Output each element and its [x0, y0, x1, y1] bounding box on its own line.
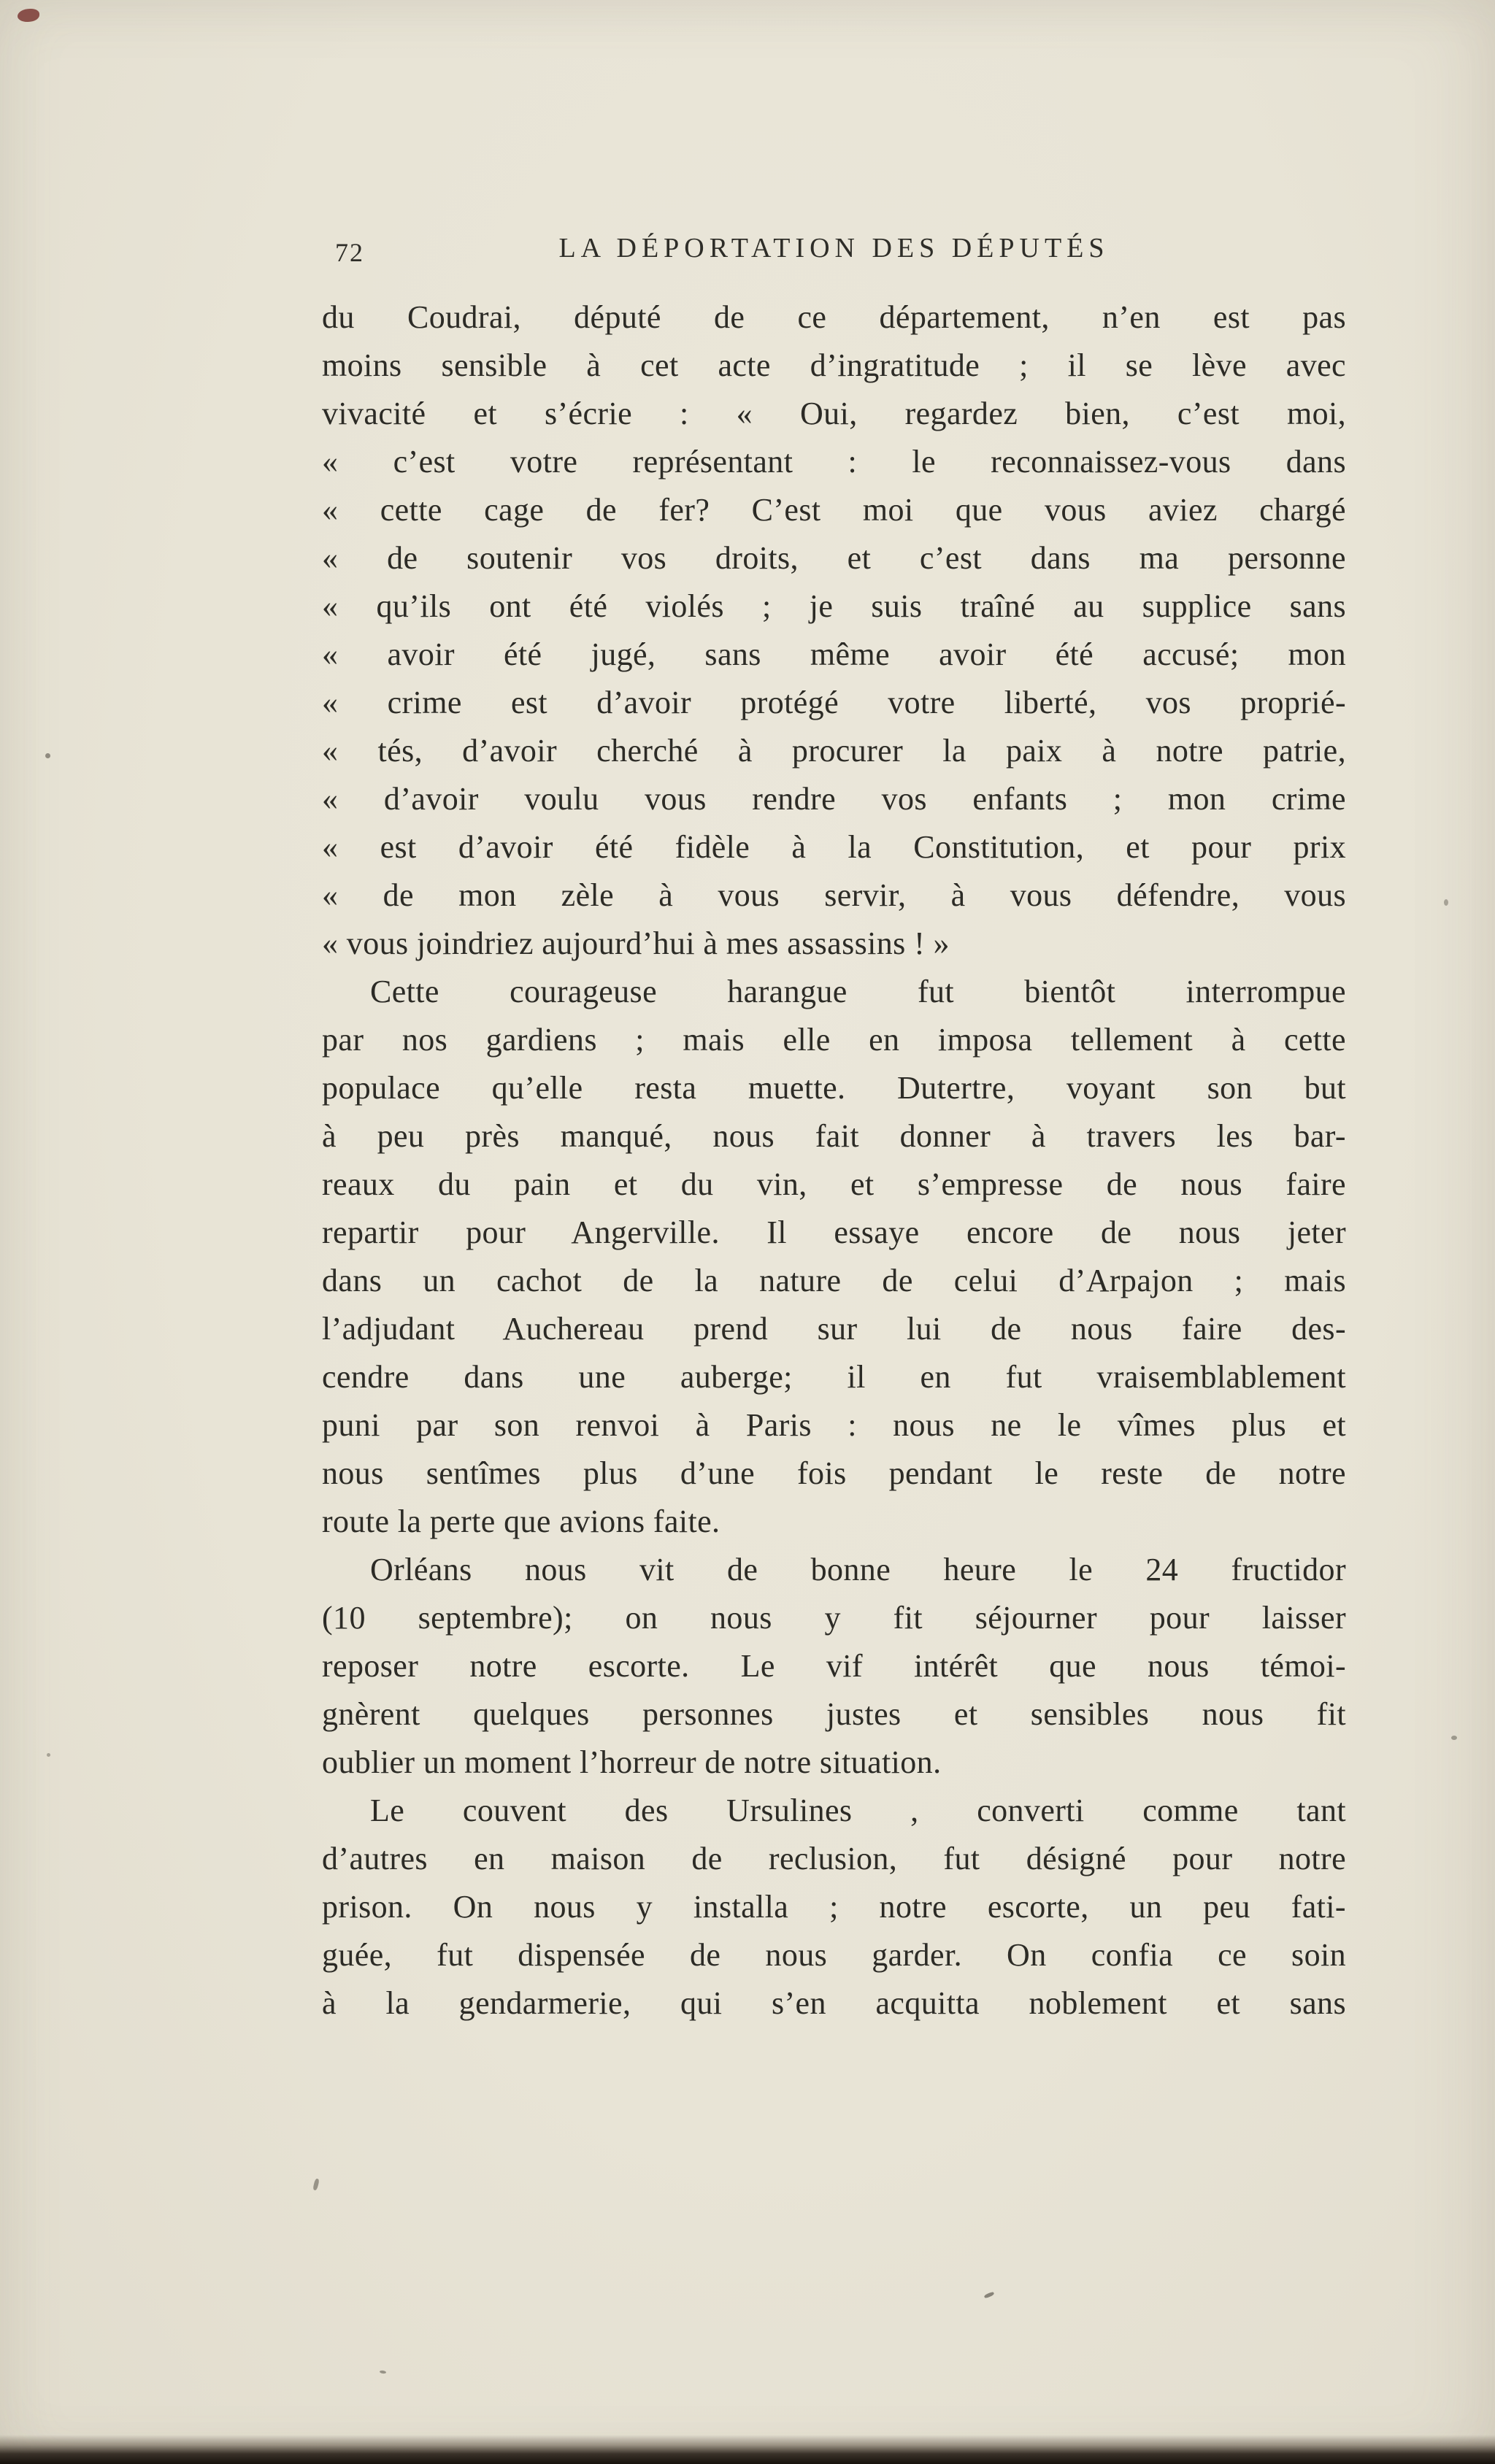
text-line: « qu’ils ont été violés ; je suis traîné au supplice sans [322, 588, 1346, 624]
paragraph-4 [322, 1787, 1346, 2028]
text-line: gnèrent quelques personnes justes et sensibles nous fit [322, 1696, 1346, 1732]
text-line: Cette courageuse harangue fut bientôt interrompue [370, 974, 1346, 1009]
text-line: vivacité et s’écrie : « Oui, regardez bien, c’est moi, [322, 396, 1346, 431]
text-line: oublier un moment l’horreur de notre situation. [322, 1744, 942, 1780]
text-line: dans un cachot de la nature de celui d’Arpajon ; mais [322, 1263, 1346, 1298]
text-line: « cette cage de fer? C’est moi que vous aviez chargé [322, 492, 1346, 528]
text-line: « d’avoir voulu vous rendre vos enfants ; mon crime [322, 781, 1346, 817]
text-line: reposer notre escorte. Le vif intérêt que nous témoi- [322, 1648, 1346, 1684]
text-line: puni par son renvoi à Paris : nous ne le vîmes plus et [322, 1407, 1346, 1443]
scan-speck [45, 753, 50, 758]
text-line: « tés, d’avoir cherché à procurer la paix à notre patrie, [322, 733, 1346, 769]
text-line: Orléans nous vit de bonne heure le 24 fructidor [370, 1552, 1346, 1587]
text-line: reaux du pain et du vin, et s’empresse de nous faire [322, 1166, 1346, 1202]
text-line: moins sensible à cet acte d’ingratitude ; il se lève avec [322, 347, 1346, 383]
text-line: Le couvent des Ursulines , converti comme tant [370, 1793, 1346, 1828]
text-line: route la perte que avions faite. [322, 1504, 720, 1539]
text-line: « vous joindriez aujourd’hui à mes assassins ! » [322, 925, 950, 961]
text-line: (10 septembre); on nous y fit séjourner pour laisser [322, 1600, 1346, 1636]
text-line: à peu près manqué, nous fait donner à travers les bar- [322, 1118, 1346, 1154]
text-line: l’adjudant Auchereau prend sur lui de nous faire des- [322, 1311, 1346, 1347]
text-line: « crime est d’avoir protégé votre liberté, vos proprié- [322, 685, 1346, 720]
page-body-text [322, 293, 1346, 2028]
text-line: du Coudrai, député de ce département, n’en est pas [322, 299, 1346, 335]
text-line: nous sentîmes plus d’une fois pendant le reste de notre [322, 1455, 1346, 1491]
scan-speck [47, 1753, 50, 1757]
text-line: prison. On nous y installa ; notre escorte, un peu fati- [322, 1889, 1346, 1925]
text-line: d’autres en maison de reclusion, fut désigné pour notre [322, 1841, 1346, 1876]
scan-speck [1444, 899, 1448, 906]
text-line: « de mon zèle à vous servir, à vous défendre, vous [322, 877, 1346, 913]
scan-speck [312, 2179, 320, 2191]
text-line: par nos gardiens ; mais elle en imposa tellement à cette [322, 1022, 1346, 1058]
scan-corner-mark [18, 9, 39, 22]
book-bottom-edge-shadow [0, 2435, 1495, 2464]
text-line: « est d’avoir été fidèle à la Constitution, et pour prix [322, 829, 1346, 865]
text-line: guée, fut dispensée de nous garder. On confia ce soin [322, 1937, 1346, 1973]
text-line: « c’est votre représentant : le reconnaissez-vous dans [322, 444, 1346, 480]
text-line: « de soutenir vos droits, et c’est dans ma personne [322, 540, 1346, 576]
paragraph-3 [322, 1546, 1346, 1787]
text-line: « avoir été jugé, sans même avoir été accusé; mon [322, 636, 1346, 672]
paragraph-1 [322, 293, 1346, 968]
scan-speck [984, 2291, 995, 2298]
paragraph-2 [322, 968, 1346, 1546]
page-number: 72 [335, 238, 364, 267]
text-line: populace qu’elle resta muette. Dutertre, voyant son but [322, 1070, 1346, 1106]
text-line: à la gendarmerie, qui s’en acquitta noblement et sans [322, 1985, 1346, 2021]
scan-speck [1451, 1736, 1457, 1740]
text-line: cendre dans une auberge; il en fut vraisemblablement [322, 1359, 1346, 1395]
scan-speck [380, 2370, 386, 2373]
running-header-title: LA DÉPORTATION DES DÉPUTÉS [558, 233, 1110, 263]
text-line: repartir pour Angerville. Il essaye encore de nous jeter [322, 1214, 1346, 1250]
running-header [322, 232, 1346, 270]
